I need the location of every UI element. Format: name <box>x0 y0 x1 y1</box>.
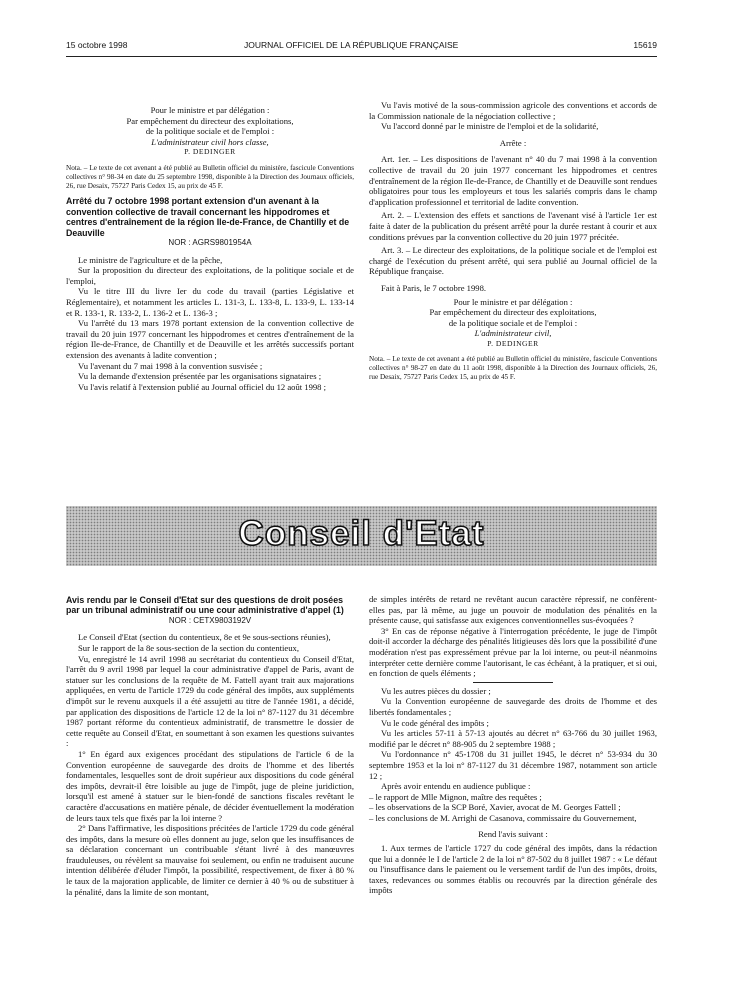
publication-note: Nota. – Le texte de cet avenant a été publié au Bulletin officiel du ministère, fascicule Conventions collectives n° 98-34 en date du 25 septembre 1998, disponible à la Direction des Journaux officiels, 26, rue Desaix, 75727 Paris Cedex 15, au prix de 45 F. <box>66 163 354 190</box>
paragraph: Après avoir entendu en audience publique : <box>381 781 531 792</box>
signature-name: P. DEDINGER <box>487 338 539 348</box>
paragraph: Vu les autres pièces du dossier ; <box>381 685 491 696</box>
paragraph: de simples intérêts de retard ne revêtant aucun caractère répressif, ne confèrent-elles pas, par là même, au juge un pouvoir de modulation des pénalités en la présente cause, qui satisfasse aux exigences conventionnelles sus-évoquées ? <box>369 594 657 626</box>
signature-name: P. DEDINGER <box>184 147 236 157</box>
paragraph: Vu l'avis motivé de la sous-commission agricole des conventions et accords de la Commission nationale de la négociation collective ; <box>369 100 657 121</box>
bottom-left-column <box>66 595 354 897</box>
arrete-heading: Arrête : <box>499 137 527 148</box>
paragraph: Vu la demande d'extension présentée par les organisations signataires ; <box>78 371 322 382</box>
paragraph: 3° En cas de réponse négative à l'interrogation précédente, le juge de l'impôt doit-il accorder la décharge des pénalités litigieuses dès lors que la possibilité d'une modération n'est pas expressément prévue par la loi interne, ou peut-il néanmoins interpréter cette dernière comme l'autorisant, le cas échéant, à la pratiquer, et si oui, en fonction de quels éléments ; <box>369 625 657 679</box>
signature-line: Pour le ministre et par délégation : <box>453 296 573 307</box>
list-item: – le rapport de Mlle Mignon, maître des requêtes ; <box>369 791 542 802</box>
nor-reference: NOR : CETX9803192V <box>168 615 252 625</box>
article-3: Art. 3. – Le directeur des exploitations, de la politique sociale et de l'emploi est chargé de l'exécution du présent arrêté, qui sera publié au Journal officiel de la République française. <box>369 245 657 277</box>
top-left-column <box>66 105 354 392</box>
paragraph: Vu, enregistré le 14 avril 1998 au secrétariat du contentieux du Conseil d'Etat, l'arrêt du 9 avril 1998 par lequel la cour administrative d'appel de Paris, avant de statuer sur les conclusions de la requête de M. Fattell ayant trait aux majorations appliquées, en vertu de l'article 1729 du code général des impôts, aux suppléments d'impôt sur le revenu auxquels il a été assujetti au titre de l'année 1981, a décidé, par application des dispositions de l'article 12 de la loi n° 87-1127 du 31 décembre 1987 portant réforme du contentieux administratif, de transmettre le dossier de cette requête au Conseil d'Etat, en soumettant à son examen les questions suivantes : <box>66 653 354 749</box>
list-item: – les observations de la SCP Boré, Xavier, avocat de M. Georges Fattell ; <box>369 802 621 813</box>
section-banner <box>66 506 657 566</box>
paragraph: Sur le rapport de la 8e sous-section de la section du contentieux, <box>78 643 299 653</box>
top-right-column <box>369 100 657 382</box>
paragraph: Vu l'ordonnance n° 45-1708 du 31 juillet 1945, le décret n° 53-934 du 30 septembre 1953 et la loi n° 87-1127 du 31 décembre 1987, notamment son article 12 ; <box>369 749 657 781</box>
paragraph: Vu les articles 57-11 à 57-13 ajoutés au décret n° 63-766 du 30 juillet 1963, modifié par le décret n° 88-905 du 2 septembre 1988 ; <box>369 728 657 749</box>
paragraph: Vu l'avis relatif à l'extension publié au Journal officiel du 12 août 1998 ; <box>78 381 327 392</box>
signature-title: L'administrateur civil, <box>474 328 552 339</box>
paragraph: Sur la proposition du directeur des exploitations, de la politique sociale et de l'emploi, <box>66 265 354 286</box>
signature-line: de la politique sociale et de l'emploi : <box>448 317 578 328</box>
publication-note: Nota. – Le texte de cet avenant a été publié au Bulletin officiel du ministère, fascicule Conventions collectives n° 98-27 en date du 11 août 1998, disponible à la Direction des Journaux officiels, 26, rue Desaix, 75727 Paris Cedex 15, au prix de 45 F. <box>369 355 657 382</box>
header-date: 15 octobre 1998 <box>66 40 128 50</box>
paragraph: 1° En égard aux exigences procédant des stipulations de l'article 6 de la Convention européenne de sauvegarde des droits de l'homme et des libertés fondamentales, lesquelles sont de droit supérieur aux dispositions du code général des impôts, devrait-il être loisible au juge de l'impôt, juge de pleine juridiction, lorsqu'il est amené à statuer sur le bien-fondé de sanctions fiscales revêtant le caractère d'accusations en matière pénale, de décider éventuellement la modération de leurs taux tels que fixés par la loi interne ? <box>66 748 354 823</box>
header-rule <box>66 56 657 57</box>
list-item: – les conclusions de M. Arrighi de Casanova, commissaire du Gouvernement, <box>369 812 637 823</box>
avis-heading: Rend l'avis suivant : <box>478 829 548 840</box>
bottom-right-column <box>369 594 657 896</box>
section-banner-title: Conseil d'Etat <box>238 514 485 553</box>
decree-title: Arrêté du 7 octobre 1998 portant extension d'un avenant à la convention collective de travail concernant les hippodromes et centres d'entraînement de la région Ile-de-France, de Chantilly et de Deauville <box>66 196 350 238</box>
nor-reference: NOR : AGRS9801954A <box>168 237 252 247</box>
header-journal-title: JOURNAL OFFICIEL DE LA RÉPUBLIQUE FRANÇAISE <box>244 40 459 50</box>
paragraph: 1. Aux termes de l'article 1727 du code général des impôts, dans la rédaction que lui a donnée le I de l'article 2 de la loi n° 87-502 du 8 juillet 1987 : « Le défaut ou l'insuffisance dans le paiement ou le versement tardif de l'un des impôts, droits, taxes, redevances ou sommes établis ou recouvrés par la direction générale des impôts <box>369 843 657 896</box>
header-page-number: 15619 <box>633 40 657 50</box>
page-header <box>66 40 657 54</box>
paragraph: Le ministre de l'agriculture et de la pêche, <box>78 254 223 265</box>
signature-line: de la politique sociale et de l'emploi : <box>145 126 275 137</box>
paragraph: Vu l'avenant du 7 mai 1998 à la convention susvisée ; <box>78 360 263 371</box>
signature-line: Pour le ministre et par délégation : <box>150 105 270 115</box>
date-line: Fait à Paris, le 7 octobre 1998. <box>381 282 487 293</box>
paragraph: Vu le titre III du livre Ier du code du travail (parties Législative et Réglementaire), et notamment les articles L. 131-3, L. 133-8, L. 133-9, L. 133-14 et R. 133-1, R. 133-2, L. 136-2 et L. 136-3 ; <box>66 286 354 318</box>
avis-title: Avis rendu par le Conseil d'Etat sur des questions de droit posées par un tribunal administratif ou une cour administrative d'appel (1) <box>66 595 344 616</box>
paragraph: Vu l'accord donné par le ministre de l'emploi et de la solidarité, <box>381 121 599 132</box>
article-1: Art. 1er. – Les dispositions de l'avenant n° 40 du 7 mai 1998 à la convention collective de travail du 20 juin 1977 concernant les hippodromes et centres d'entraînement de la région Ile-de-France, de Chantilly et de Deauville sont rendues obligatoires pour tous les employeurs et tous les salariés compris dans le champ d'application professionnel et territorial de ladite convention. <box>369 154 657 207</box>
paragraph: Vu la Convention européenne de sauvegarde des droits de l'homme et des libertés fondamentales ; <box>369 696 657 717</box>
article-2: Art. 2. – L'extension des effets et sanctions de l'avenant visé à l'article 1er est faite à dater de la publication du présent arrêté pour la durée restant à courir et aux conditions prévues par la convention collective du 20 juin 1977 précitée. <box>369 210 657 242</box>
separator-rule <box>473 682 553 683</box>
signature-title: L'administrateur civil hors classe, <box>151 136 269 147</box>
paragraph: Vu le code général des impôts ; <box>381 717 489 728</box>
signature-line: Par empêchement du directeur des exploitations, <box>429 307 597 318</box>
paragraph: 2° Dans l'affirmative, les dispositions précitées de l'article 1729 du code général des impôts, dans la mesure où elles donnent au juge, selon que les insuffisances de sa déclaration concernant un contribuable s'étant livré à des manœuvres frauduleuses, ou révèlent sa mauvaise foi seulement, ou enfin ne traduisent aucune intention délibérée d'éluder l'impôt, la possibilité, respectivement, de fixer à 80 % le taux de la majoration applicable, de limiter ce dernier à 40 % ou de substituer à la pénalité, dans la limite de son montant, <box>66 823 354 897</box>
signature-line: Par empêchement du directeur des exploitations, <box>126 115 294 126</box>
paragraph: Le Conseil d'Etat (section du contentieux, 8e et 9e sous-sections réunies), <box>78 632 331 643</box>
paragraph: Vu l'arrêté du 13 mars 1978 portant extension de la convention collective de travail du 20 juin 1977 concernant les hippodromes et centres d'entraînement de la région Ile-de-France, de Chantilly et de Deauville et les arrêtés successifs portant extension des avenants à ladite convention ; <box>66 318 354 360</box>
